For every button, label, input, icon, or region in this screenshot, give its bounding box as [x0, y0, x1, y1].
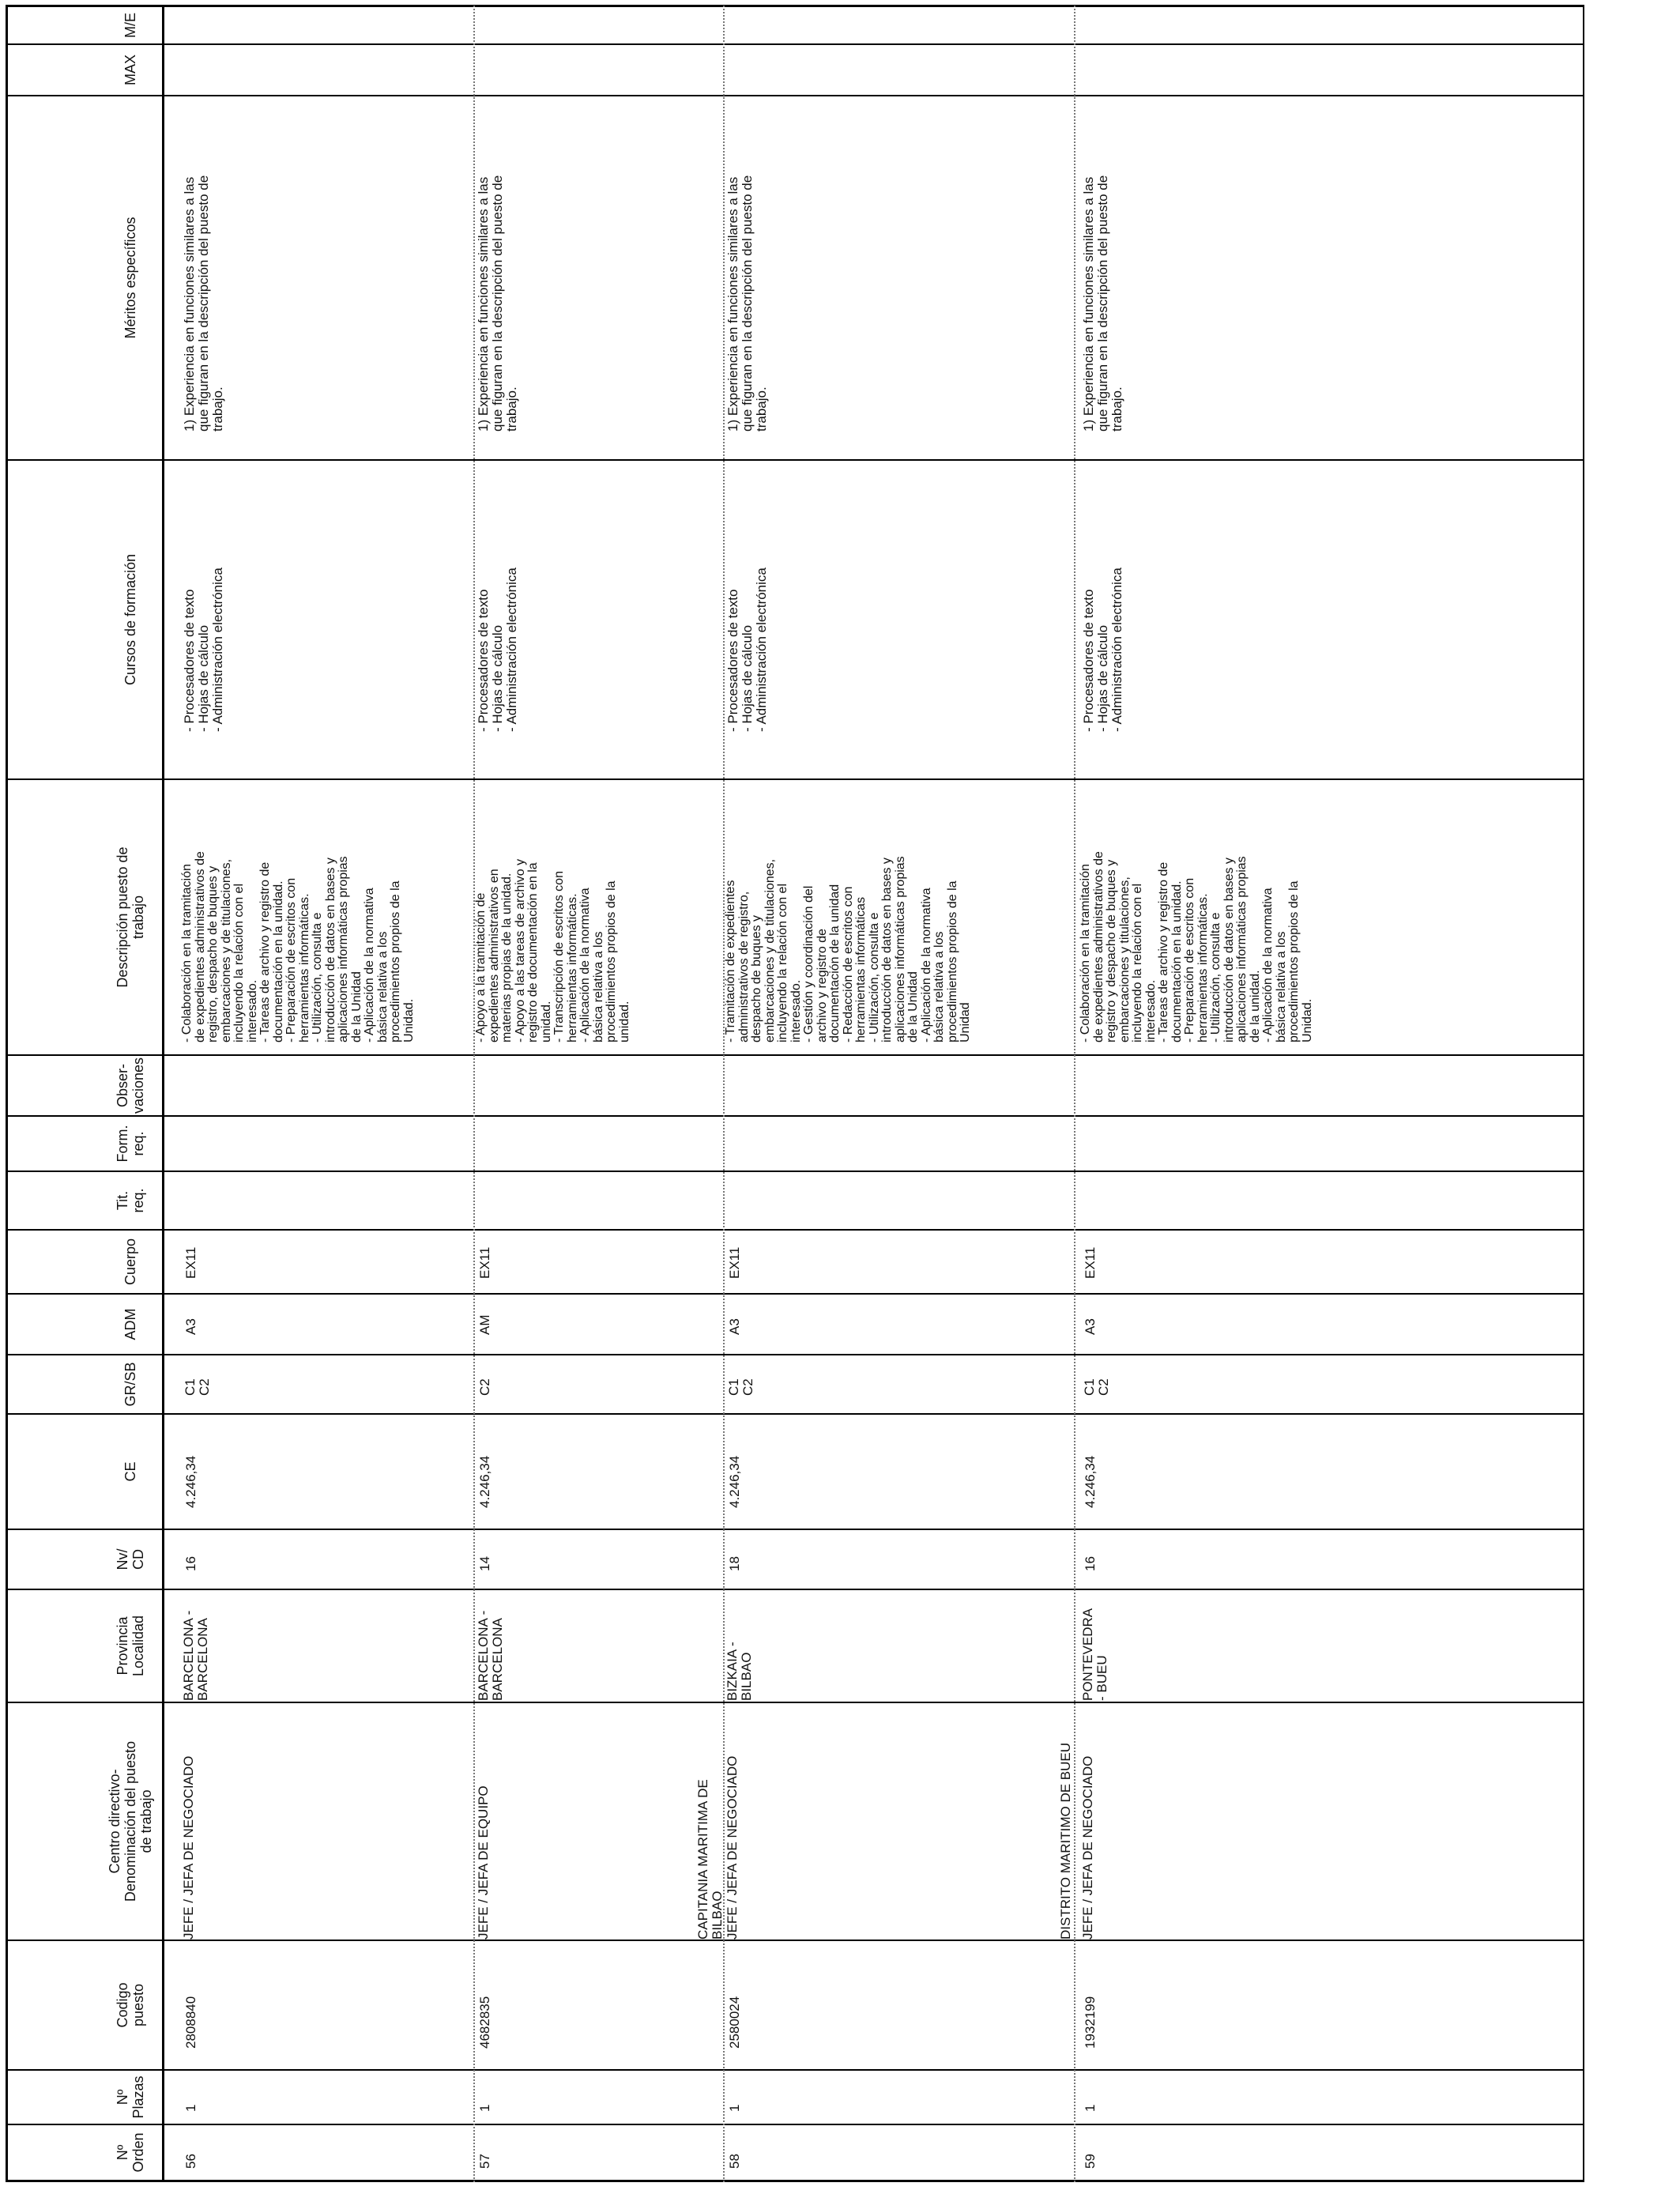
- plazas-cell: 1: [477, 2104, 492, 2112]
- plazas-cell: 1: [727, 2104, 742, 2112]
- meritos-cell: 1) Experiencia en funciones similares a las que figuran en la descripción del puesto de trabajo.: [1081, 175, 1124, 432]
- descripcion-cell: - Colaboración en la tramitación de expedientes administrativos de registro y despacho de buques y embarcaciones y titulaciones, incluyendo la relación con el interesado. - Tareas de archivo y registro de documentación en la unidad. - Preparación de escritos con herramientas informáticas. - Utilización, consulta e introducción de datos en bases y aplicaciones informáticas propias de la unidad. - Aplicación de la normativa básica relativa a los procedimientos propios de la Unidad.: [1079, 851, 1314, 1042]
- column-divider: [6, 459, 1584, 461]
- provincia-cell: BARCELONA - BARCELONA: [476, 1610, 505, 1701]
- header-cursos: Cursos de formación: [122, 553, 138, 686]
- adm-cell: A3: [727, 1318, 742, 1335]
- column-divider: [6, 1354, 1584, 1355]
- ce-cell: 4.246,34: [183, 1455, 198, 1508]
- ce-cell: 4.246,34: [727, 1455, 742, 1508]
- adm-cell: A3: [1083, 1318, 1098, 1335]
- column-divider: [6, 1529, 1584, 1530]
- header-adm: ADM: [122, 1308, 138, 1340]
- orden-cell: 59: [1083, 2154, 1098, 2169]
- cursos-cell: - Procesadores de texto - Hojas de cálculo - Administración electrónica: [182, 567, 225, 732]
- orden-cell: 57: [477, 2154, 492, 2169]
- cuerpo-cell: EX11: [727, 1246, 742, 1279]
- adm-cell: AM: [477, 1314, 492, 1335]
- denominacion-cell: JEFE / JEFA DE NEGOCIADO: [725, 1755, 740, 1940]
- header-descripcion: Descripción puesto de trabajo: [115, 846, 146, 988]
- table-top-border: [6, 6, 8, 2182]
- grupo-cell: C1 C2: [726, 1378, 755, 1396]
- header-max: MAX: [122, 55, 138, 86]
- column-divider: [6, 95, 1584, 96]
- grupo-cell: C1 C2: [1082, 1378, 1111, 1396]
- column-divider: [6, 1229, 1584, 1231]
- nivel-cell: 18: [727, 1556, 742, 1571]
- codigo-cell: 2808840: [183, 1996, 198, 2049]
- header-orden: Nº Orden: [115, 2132, 146, 2173]
- cursos-cell: - Procesadores de texto - Hojas de cálculo - Administración electrónica: [476, 567, 519, 732]
- header-formacion: Form. req.: [115, 1125, 146, 1163]
- header-grupo: GR/SB: [122, 1362, 138, 1407]
- header-nivel: Nv/ CD: [115, 1548, 146, 1570]
- cursos-cell: - Procesadores de texto - Hojas de cálculo - Administración electrónica: [1081, 567, 1124, 732]
- table-left-border: [6, 2180, 1584, 2182]
- ce-cell: 4.246,34: [477, 1455, 492, 1508]
- nivel-cell: 14: [477, 1556, 492, 1571]
- centro-superior-cell: DISTRITO MARITIMO DE BUEU: [1058, 1742, 1073, 1940]
- cuerpo-cell: EX11: [1083, 1246, 1098, 1279]
- column-divider: [6, 1413, 1584, 1415]
- cuerpo-cell: EX11: [477, 1246, 492, 1279]
- meritos-cell: 1) Experiencia en funciones similares a las que figuran en la descripción del puesto de trabajo.: [476, 175, 519, 432]
- orden-cell: 56: [183, 2154, 198, 2169]
- orden-cell: 58: [727, 2154, 742, 2169]
- row-separator: [1074, 6, 1075, 2182]
- nivel-cell: 16: [1083, 1556, 1098, 1571]
- grupo-cell: C2: [477, 1378, 492, 1396]
- descripcion-cell: - Tramitación de expedientes administrativos de registro, despacho de buques y embarcaciones y de titulaciones, incluyendo la relación con el interesado. - Gestión y coordinación del archivo y registro de documentación de la unidad - Redacción de escritos con herramientas informáticas - Utilización, consulta e introducción de datos en bases y aplicaciones informáticas propias de la Unidad - Aplicación de la normativa básica relativa a los procedimientos propios de la Unidad: [724, 856, 972, 1042]
- column-divider: [6, 2069, 1584, 2071]
- header-me: M/E: [122, 13, 138, 39]
- header-plazas: Nº Plazas: [115, 2075, 146, 2119]
- grupo-cell: C1 C2: [183, 1378, 212, 1396]
- plazas-cell: 1: [1083, 2104, 1098, 2112]
- centro-superior-cell: CAPITANIA MARITIMA DE BILBAO: [695, 1779, 725, 1940]
- header-ce: CE: [122, 1461, 138, 1482]
- meritos-cell: 1) Experiencia en funciones similares a las que figuran en la descripción del puesto de trabajo.: [182, 175, 225, 432]
- header-bottom-border: [162, 6, 164, 2182]
- header-titulacion: Tit. req.: [115, 1188, 146, 1213]
- column-divider: [6, 1293, 1584, 1295]
- descripcion-cell: - Apoyo a la tramitación de expedientes administrativos en materias propias de la unidad. - Apoyo a las tareas de archivo y registro de documentación en la unidad. - Transcripción de escritos con herramientas informáticas. - Aplicación de la normativa básica relativa a los procedimientos propios de la unidad.: [474, 858, 631, 1042]
- descripcion-cell: - Colaboración en la tramitación de expedientes administrativos de registro, despacho de buques y embarcaciones y de titulaciones, incluyendo la relación con el interesado. - Tareas de archivo y registro de documentación en la unidad. - Preparación de escritos con herramientas informáticas. - Utilización, consulta e introducción de datos en bases y aplicaciones informáticas propias de la Unidad - Aplicación de la normativa básica relativa a los procedimientos propios de la Unidad.: [180, 851, 416, 1042]
- denominacion-cell: JEFE / JEFA DE NEGOCIADO: [181, 1755, 196, 1940]
- column-divider: [6, 1115, 1584, 1117]
- column-divider: [6, 1702, 1584, 1703]
- denominacion-cell: JEFE / JEFA DE EQUIPO: [476, 1785, 491, 1940]
- cuerpo-cell: EX11: [183, 1246, 198, 1279]
- column-divider: [6, 1054, 1584, 1056]
- nivel-cell: 16: [183, 1556, 198, 1571]
- meritos-cell: 1) Experiencia en funciones similares a las que figuran en la descripción del puesto de trabajo.: [725, 175, 769, 432]
- provincia-cell: PONTEVEDRA - BUEU: [1080, 1608, 1109, 1701]
- column-divider: [6, 778, 1584, 780]
- column-divider: [6, 1589, 1584, 1590]
- header-codigo-puesto: Codigo puesto: [115, 1982, 146, 2028]
- codigo-cell: 2580024: [727, 1996, 742, 2049]
- column-divider: [6, 43, 1584, 45]
- header-meritos: Méritos específicos: [122, 217, 138, 339]
- provincia-cell: BARCELONA - BARCELONA: [181, 1610, 210, 1701]
- table-bottom-border: [1583, 6, 1584, 2182]
- codigo-cell: 4682835: [477, 1996, 492, 2049]
- header-provincia: Provincia Localidad: [115, 1615, 146, 1677]
- header-centro-directivo: Centro directivo- Denominación del puesto de trabajo: [107, 1740, 154, 1902]
- ce-cell: 4.246,34: [1083, 1455, 1098, 1508]
- column-divider: [6, 1171, 1584, 1172]
- column-divider: [6, 2124, 1584, 2125]
- plazas-cell: 1: [183, 2104, 198, 2112]
- provincia-cell: BIZKAIA - BILBAO: [725, 1642, 754, 1701]
- cursos-cell: - Procesadores de texto - Hojas de cálculo - Administración electrónica: [725, 567, 769, 732]
- adm-cell: A3: [183, 1318, 198, 1335]
- column-divider: [6, 1940, 1584, 1941]
- row-separator: [473, 6, 475, 2182]
- codigo-cell: 1932199: [1083, 1996, 1098, 2049]
- header-cuerpo: Cuerpo: [122, 1238, 138, 1286]
- header-observaciones: Obser- vaciones: [115, 1057, 146, 1114]
- table-right-border: [6, 5, 1584, 7]
- denominacion-cell: JEFE / JEFA DE NEGOCIADO: [1080, 1755, 1095, 1940]
